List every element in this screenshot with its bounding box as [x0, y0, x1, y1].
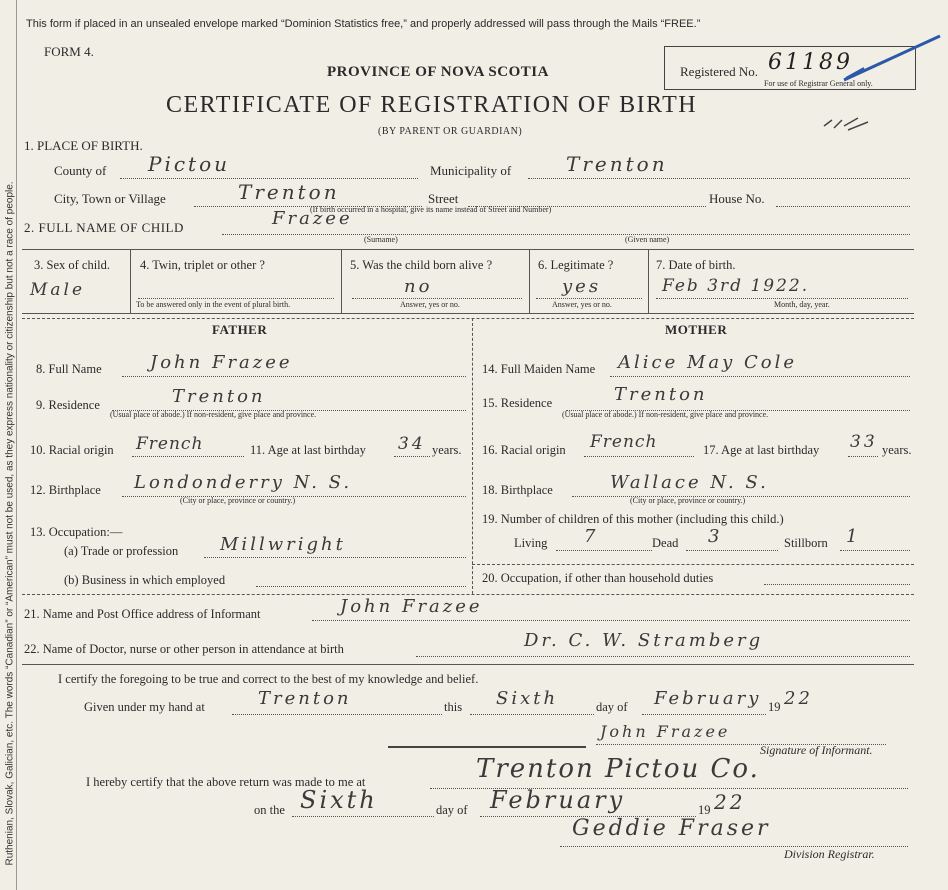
- father-name-label: 8. Full Name: [36, 362, 102, 376]
- mother-occupation-label: 20. Occupation, if other than household duties: [482, 571, 714, 585]
- alive-label: 5. Was the child born alive ?: [350, 258, 493, 272]
- given-month-value: February: [654, 688, 762, 709]
- mother-birthplace-note: (City or place, province or country.): [630, 496, 746, 505]
- municipality-label: Municipality of: [430, 163, 512, 178]
- registrar-place-value: Trenton Pictou Co.: [476, 754, 760, 784]
- street-label: Street: [428, 191, 459, 206]
- legitimate-value: yes: [562, 276, 602, 297]
- dead-label: Dead: [652, 536, 679, 550]
- side-margin: [0, 0, 14, 890]
- living-value: 7: [584, 526, 599, 547]
- birth-date-value: Feb 3rd 1922.: [662, 276, 810, 296]
- given-year-value: 22: [784, 688, 813, 709]
- informant-signature-label: Signature of Informant.: [760, 743, 873, 757]
- registrar-note: For use of Registrar General only.: [764, 79, 873, 88]
- father-racial-value: French: [136, 434, 204, 454]
- day-of-label: day of: [596, 700, 628, 714]
- father-age-label: 11. Age at last birthday: [250, 443, 366, 457]
- father-racial-label: 10. Racial origin: [30, 443, 114, 457]
- twin-label: 4. Twin, triplet or other ?: [140, 258, 265, 272]
- registrar-month-value: February: [490, 786, 626, 814]
- sex-value: Male: [30, 280, 86, 300]
- given-name-label: (Given name): [625, 235, 670, 244]
- father-name-value: John Frazee: [150, 352, 293, 373]
- registrar-statement: I hereby certify that the above return was made to me at: [86, 775, 366, 789]
- registrar-signature: Geddie Fraser: [572, 816, 771, 841]
- legitimate-label: 6. Legitimate ?: [538, 258, 614, 272]
- mother-residence-note: (Usual place of abode.) If non-resident, give place and province.: [562, 410, 769, 419]
- informant-signature: John Frazee: [600, 722, 731, 741]
- given-day-value: Sixth: [496, 688, 559, 709]
- house-label: House No.: [709, 191, 765, 206]
- alive-value: no: [404, 276, 433, 297]
- mother-birthplace-value: Wallace N. S.: [610, 472, 769, 493]
- registrar-title: Division Registrar.: [784, 847, 875, 861]
- registrar-year-prefix: 19: [698, 803, 711, 817]
- doctor-label: 22. Name of Doctor, nurse or other person in attendance at birth: [24, 642, 344, 656]
- twin-note: To be answered only in the event of plural birth.: [136, 300, 291, 309]
- mother-years-label: years.: [882, 443, 912, 457]
- municipality-value: Trenton: [566, 152, 668, 176]
- registrar-day-value: Sixth: [300, 786, 378, 814]
- year-prefix: 19: [768, 700, 781, 714]
- city-value: Trenton: [238, 180, 340, 204]
- blue-pencil-mark: [840, 30, 946, 86]
- stamp-scribble: [818, 108, 878, 138]
- mother-racial-value: French: [590, 432, 658, 452]
- father-birthplace-label: 12. Birthplace: [30, 483, 101, 497]
- birth-date-note: Month, day, year.: [774, 300, 830, 309]
- mother-age-label: 17. Age at last birthday: [703, 443, 820, 457]
- mother-racial-label: 16. Racial origin: [482, 443, 566, 457]
- mother-name-value: Alice May Cole: [618, 352, 798, 373]
- living-label: Living: [514, 536, 548, 550]
- father-age-value: 34: [398, 434, 426, 454]
- occupation-label: 13. Occupation:—: [30, 525, 123, 539]
- father-residence-label: 9. Residence: [36, 398, 100, 412]
- hospital-note: (If birth occurred in a hospital, give its name instead of Street and Number): [310, 205, 552, 214]
- province-heading: PROVINCE OF NOVA SCOTIA: [327, 64, 549, 80]
- county-value: Pictou: [148, 152, 231, 176]
- stillborn-label: Stillborn: [784, 536, 828, 550]
- alive-note: Answer, yes or no.: [400, 300, 460, 309]
- father-residence-note: (Usual place of abode.) If non-resident, give place and province.: [110, 410, 317, 419]
- children-count-label: 19. Number of children of this mother (including this child.): [482, 512, 784, 526]
- postal-notice: This form if placed in an unsealed envelope marked “Dominion Statistics free,” and properly addressed will pass through the Mails “FREE.”: [26, 18, 701, 30]
- mother-residence-label: 15. Residence: [482, 396, 553, 410]
- father-years-label: years.: [432, 443, 462, 457]
- page-title: CERTIFICATE OF REGISTRATION OF BIRTH: [166, 92, 698, 118]
- sex-label: 3. Sex of child.: [34, 258, 111, 272]
- certify-statement: I certify the foregoing to be true and correct to the best of my knowledge and belief.: [58, 672, 479, 686]
- registrar-day-of-label: day of: [436, 803, 468, 817]
- mother-name-label: 14. Full Maiden Name: [482, 362, 596, 376]
- registrar-year-value: 22: [714, 790, 746, 814]
- side-margin-text: Ruthenian, Slovak, Galician, etc. The words “Canadian” or “American” must not be used, as they express nationality or citizenship but not a race of people.: [4, 181, 16, 866]
- surname-label: (Surname): [364, 235, 398, 244]
- mother-age-value: 33: [850, 432, 878, 452]
- on-the-label: on the: [254, 803, 285, 817]
- mother-header: MOTHER: [665, 322, 728, 337]
- dead-value: 3: [708, 526, 723, 547]
- margin-rule: [16, 0, 17, 890]
- child-name-label: 2. FULL NAME OF CHILD: [24, 220, 184, 235]
- given-under-label: Given under my hand at: [84, 700, 205, 714]
- this-label: this: [444, 700, 463, 714]
- doctor-value: Dr. C. W. Stramberg: [524, 630, 764, 651]
- birth-date-label: 7. Date of birth.: [656, 258, 736, 272]
- informant-label: 21. Name and Post Office address of Informant: [24, 607, 261, 621]
- father-header: FATHER: [212, 322, 268, 337]
- county-label: County of: [54, 163, 107, 178]
- place-section-label: 1. PLACE OF BIRTH.: [24, 138, 143, 153]
- page-subtitle: (BY PARENT OR GUARDIAN): [378, 126, 523, 137]
- mother-residence-value: Trenton: [614, 384, 708, 405]
- informant-value: John Frazee: [340, 596, 483, 617]
- father-birthplace-note: (City or place, province or country.): [180, 496, 296, 505]
- father-birthplace-value: Londonderry N. S.: [134, 472, 353, 493]
- stillborn-value: 1: [846, 526, 861, 547]
- child-surname: Frazee: [272, 208, 353, 229]
- mother-birthplace-label: 18. Birthplace: [482, 483, 553, 497]
- trade-value: Millwright: [220, 534, 346, 555]
- registered-label: Registered No.: [680, 64, 758, 79]
- business-label: (b) Business in which employed: [64, 573, 226, 587]
- registered-number: 61189: [768, 50, 853, 75]
- father-residence-value: Trenton: [172, 386, 266, 407]
- given-place-value: Trenton: [258, 688, 352, 709]
- form-number: FORM 4.: [44, 44, 94, 59]
- trade-label: (a) Trade or profession: [64, 544, 179, 558]
- city-label: City, Town or Village: [54, 191, 166, 206]
- legitimate-note: Answer, yes or no.: [552, 300, 612, 309]
